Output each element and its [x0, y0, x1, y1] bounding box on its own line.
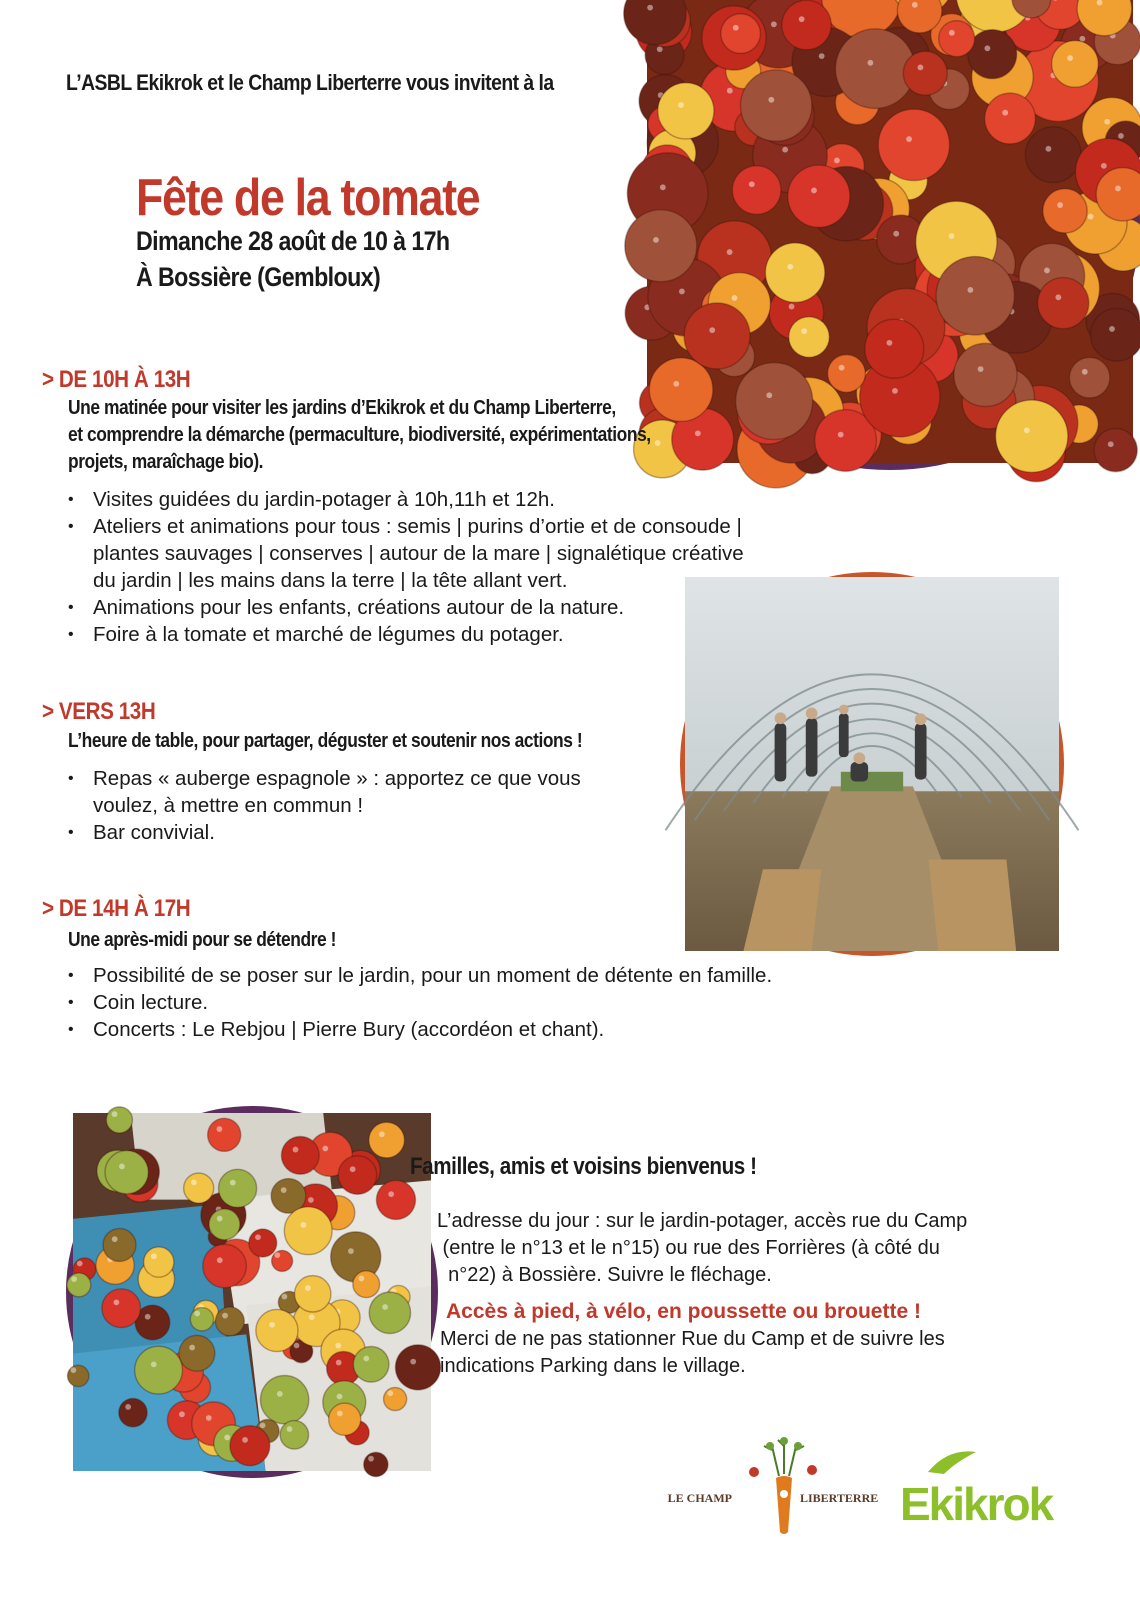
welcome-heading: Familles, amis et voisins bienvenus !: [410, 1153, 757, 1180]
tomato-shape: [985, 93, 1036, 144]
tomato-highlight: [1104, 119, 1110, 125]
section-morning-list: [68, 486, 744, 648]
tomato-shape: [369, 1292, 410, 1333]
tomato-highlight: [77, 1261, 83, 1267]
tomato-highlight: [1101, 163, 1107, 169]
section-morning-heading: > DE 10H À 13H: [42, 366, 191, 393]
tomato-highlight: [206, 1415, 212, 1421]
tomato-shape: [625, 210, 697, 282]
tomato-highlight: [978, 366, 984, 372]
lead-line: L’heure de table, pour partager, déguster et soutenir nos actions !: [68, 730, 583, 752]
tomato-highlight: [112, 1236, 118, 1242]
tomato-shape: [782, 0, 831, 49]
tomato-highlight: [114, 1300, 120, 1306]
tomato-shape: [203, 1244, 246, 1287]
tomato-highlight: [679, 289, 685, 295]
tomato-highlight: [379, 1131, 385, 1137]
tomato-highlight: [839, 365, 845, 371]
tomato-shape: [878, 109, 949, 180]
tomato-highlight: [322, 1146, 328, 1152]
tomato-highlight: [1055, 294, 1061, 300]
lead-line: Une matinée pour visiter les jardins d’Ekikrok et du Champ Liberterre,: [68, 397, 616, 419]
champ-logo-left-text: LE CHAMP: [667, 1491, 732, 1505]
tomato-highlight: [224, 1435, 230, 1441]
tomato-highlight: [308, 1197, 314, 1203]
tomato-highlight: [348, 1248, 354, 1254]
tomato-highlight: [749, 181, 755, 187]
tomato-shape: [353, 1271, 380, 1298]
tomato-highlight: [71, 1276, 77, 1282]
tomato-highlight: [151, 1253, 157, 1259]
tomato-shape: [903, 51, 947, 95]
tomato-shape: [329, 1403, 361, 1435]
tomato-highlight: [660, 184, 666, 190]
list-item-line: • Repas « auberge espagnole » : apportez ce que vous: [93, 767, 581, 790]
section-afternoon-lead: [68, 927, 336, 954]
tomato-highlight: [294, 1343, 300, 1349]
tomato-highlight: [260, 1422, 266, 1428]
list-item-line: • Concerts : Le Rebjou | Pierre Bury (accordéon et chant).: [93, 1018, 605, 1041]
tomato-shape: [765, 243, 824, 302]
tomato-shape: [649, 358, 713, 422]
tomato-highlight: [1088, 214, 1094, 220]
tomato-highlight: [274, 1252, 280, 1258]
tomato-highlight: [967, 287, 973, 293]
tomato-highlight: [1118, 133, 1124, 139]
tomato-shape: [939, 21, 975, 57]
champ-liberterre-logo: [667, 1436, 884, 1536]
parking-line: Merci de ne pas stationner Rue du Camp et de suivre les: [440, 1328, 945, 1350]
tomato-highlight: [335, 1343, 341, 1349]
tomato-highlight: [112, 1111, 118, 1117]
tomato-highlight: [949, 233, 955, 239]
tomato-highlight: [984, 45, 990, 51]
tomato-shape: [219, 1169, 257, 1207]
tomato-highlight: [1044, 268, 1050, 274]
section-noon-lead: [68, 728, 582, 755]
tomato-highlight: [281, 1187, 287, 1193]
lead-line: Une après-midi pour se détendre !: [68, 929, 336, 951]
tomato-shape: [996, 400, 1068, 472]
address-line: n°22) à Bossière. Suivre le fléchage.: [437, 1264, 772, 1286]
tomato-highlight: [191, 1179, 197, 1185]
tomato-highlight: [918, 64, 924, 70]
tomato-highlight: [912, 2, 918, 8]
list-item: [68, 594, 744, 621]
tomato-shape: [369, 1122, 405, 1158]
tomato-highlight: [709, 327, 715, 333]
list-item-line: • Visites guidées du jardin-potager à 10h,11h et 12h.: [93, 488, 555, 511]
tomato-highlight: [222, 1313, 228, 1319]
intro-line: L’ASBL Ekikrok et le Champ Liberterre vous invitent à la: [66, 70, 554, 95]
tomato-highlight: [255, 1234, 261, 1240]
tomato-highlight: [194, 1311, 200, 1317]
list-item: [68, 1016, 772, 1043]
tomato-highlight: [410, 1359, 416, 1365]
list-item-line: du jardin | les mains dans la terre | la tête allant vert.: [93, 569, 568, 592]
tomato-shape: [105, 1151, 148, 1194]
tomato-highlight: [189, 1345, 195, 1351]
tomato-highlight: [70, 1367, 76, 1373]
list-item: [68, 621, 744, 648]
tomato-shape: [684, 303, 750, 369]
lead-line: projets, maraîchage bio).: [68, 451, 264, 473]
tomato-shape: [1038, 278, 1089, 329]
tomato-shape: [1043, 189, 1087, 233]
champ-logo-right-text: LIBERTERRE: [800, 1491, 879, 1505]
section-morning-lead: [68, 395, 651, 476]
tomato-highlight: [337, 1394, 343, 1400]
tomato-highlight: [336, 1360, 342, 1366]
tomato-shape: [68, 1365, 89, 1386]
tomato-highlight: [949, 30, 955, 36]
tomato-highlight: [801, 328, 807, 334]
list-item: [68, 486, 744, 513]
tomato-highlight: [678, 102, 684, 108]
tomato-shape: [106, 1107, 132, 1133]
tomato-highlight: [655, 440, 661, 446]
tomato-shape: [184, 1173, 214, 1203]
tomato-shape: [284, 1207, 332, 1255]
tomato-shape: [144, 1247, 174, 1277]
event-date: Dimanche 28 août de 10 à 17h: [136, 226, 450, 256]
tomato-highlight: [1067, 55, 1073, 61]
section-afternoon-heading: > DE 14H À 17H: [42, 895, 191, 922]
tomato-shape: [260, 1376, 308, 1424]
tomato-highlight: [834, 158, 840, 164]
tomato-shape: [736, 363, 813, 440]
tomato-shape: [230, 1426, 270, 1466]
list-item-line: • Possibilité de se poser sur le jardin, pour un moment de détente en famille.: [93, 964, 773, 987]
tomato-highlight: [1002, 110, 1008, 116]
tomato-highlight: [145, 1314, 151, 1320]
list-item: [68, 513, 744, 594]
tomato-highlight: [363, 1356, 369, 1362]
tomato-highlight: [1108, 441, 1114, 447]
list-item: [68, 962, 772, 989]
tomato-shape: [209, 1209, 240, 1240]
tomato-shape: [190, 1308, 213, 1331]
tomato-highlight: [1024, 427, 1030, 433]
tomato-shape: [281, 1136, 319, 1174]
tomato-highlight: [287, 1426, 293, 1432]
section-noon-heading: > VERS 13H: [42, 698, 156, 725]
tomato-highlight: [179, 1411, 185, 1417]
tomato-shape: [208, 1118, 241, 1151]
tomato-shape: [395, 1345, 440, 1390]
tomato-highlight: [787, 264, 793, 270]
tomato-highlight: [819, 53, 825, 59]
tomato-shape: [272, 1250, 293, 1271]
tomato-shape: [936, 257, 1014, 335]
tomato-highlight: [732, 295, 738, 301]
list-item-line: • Foire à la tomate et marché de légumes du potager.: [93, 623, 564, 646]
tomato-shape: [741, 70, 812, 141]
list-item-line: • Animations pour les enfants, créations autour de la nature.: [93, 596, 625, 619]
tomato-highlight: [799, 16, 805, 22]
ekikrok-logo: [898, 1444, 1053, 1530]
tomato-shape: [338, 1156, 376, 1194]
tomato-shape: [1094, 428, 1137, 471]
ekikrok-logo-text: Ekikrok: [900, 1478, 1053, 1530]
tomato-shape: [384, 1387, 407, 1410]
tomato-highlight: [892, 388, 898, 394]
tomato-highlight: [1109, 326, 1115, 332]
address-line: (entre le n°13 et le n°15) ou rue des Forrières (à côté du: [437, 1237, 940, 1259]
tomato-highlight: [733, 25, 739, 31]
tomato-highlight: [382, 1304, 388, 1310]
tomato-highlight: [269, 1322, 275, 1328]
tomato-shape: [1025, 127, 1081, 183]
tomato-highlight: [350, 1166, 356, 1172]
event-place: À Bossière (Gembloux): [136, 262, 381, 292]
tomato-shape: [789, 317, 830, 358]
tomato-shape: [135, 1346, 183, 1394]
parking-note: [440, 1326, 945, 1380]
tomato-shape: [954, 343, 1017, 406]
tomato-shape: [215, 1307, 244, 1336]
tomato-highlight: [301, 1222, 307, 1228]
tomato-shape: [103, 1228, 136, 1261]
tomato-highlight: [388, 1191, 394, 1197]
tomato-shape: [828, 355, 866, 393]
tomato-highlight: [368, 1456, 374, 1462]
tomato-highlight: [217, 1216, 223, 1222]
list-item-line: • Bar convivial.: [93, 821, 215, 844]
tomato-highlight: [811, 188, 817, 194]
tomato-highlight: [293, 1147, 299, 1153]
tomato-shape: [256, 1309, 298, 1351]
tomato-shape: [1091, 308, 1140, 361]
address-line: L’adresse du jour : sur le jardin-potager, accès rue du Camp: [437, 1210, 968, 1232]
tomato-shape: [1069, 357, 1109, 397]
tomato-highlight: [653, 237, 659, 243]
lead-line: et comprendre la démarche (permaculture, biodiversité, expérimentations,: [68, 424, 651, 446]
tomato-highlight: [217, 1257, 223, 1263]
tomato-shape: [732, 166, 781, 215]
tomato-highlight: [277, 1391, 283, 1397]
tomato-highlight: [230, 1180, 236, 1186]
tomato-highlight: [887, 340, 893, 346]
tomato-shape: [249, 1229, 277, 1257]
tomato-shape: [119, 1399, 147, 1427]
tomato-shape: [788, 165, 850, 227]
list-item: [68, 819, 581, 846]
tomato-highlight: [337, 1411, 343, 1417]
address-block: [437, 1208, 967, 1289]
tomato-crates-photo: [66, 1106, 438, 1478]
tomatoes-photo: [640, 0, 1140, 470]
section-noon-list: [68, 765, 581, 846]
tomato-highlight: [282, 1294, 288, 1300]
tomato-highlight: [673, 381, 679, 387]
tomato-shape: [865, 319, 924, 378]
tomato-shape: [721, 14, 761, 54]
tomato-highlight: [119, 1164, 125, 1170]
tomato-shape: [364, 1452, 388, 1476]
tomato-highlight: [1115, 185, 1121, 191]
tomato-shape: [295, 1276, 331, 1312]
tomato-highlight: [309, 1314, 315, 1320]
list-item-line: plantes sauvages | conserves | autour de la mare | signalétique créative: [93, 542, 744, 565]
tomato-highlight: [789, 304, 795, 310]
tomato-highlight: [647, 5, 653, 11]
tomato-highlight: [782, 147, 788, 153]
tomato-shape: [376, 1180, 415, 1219]
tomato-highlight: [151, 1361, 157, 1367]
tomato-shape: [280, 1421, 308, 1449]
tomato-highlight: [727, 88, 733, 94]
tomato-shape: [658, 83, 714, 139]
tomato-highlight: [242, 1437, 248, 1443]
tomato-highlight: [1057, 202, 1063, 208]
tomato-shape: [179, 1335, 215, 1371]
parking-line: indications Parking dans le village.: [440, 1355, 746, 1377]
tomato-highlight: [906, 136, 912, 142]
list-item: [68, 989, 772, 1016]
tomato-highlight: [359, 1276, 365, 1282]
event-title: Fête de la tomate: [136, 169, 480, 227]
list-item: [68, 765, 581, 819]
tomato-highlight: [727, 249, 733, 255]
tomato-highlight: [125, 1404, 131, 1410]
section-afternoon-list: [68, 962, 772, 1043]
tomato-highlight: [766, 392, 772, 398]
tomato-highlight: [893, 231, 899, 237]
tomato-highlight: [1046, 146, 1052, 152]
tomato-highlight: [867, 60, 873, 66]
tomato-shape: [67, 1273, 91, 1297]
tomato-highlight: [771, 21, 777, 27]
tomato-highlight: [216, 1126, 222, 1132]
list-item-line: • Ateliers et animations pour tous : semis | purins d’ortie et de consoude |: [93, 515, 742, 538]
tomato-highlight: [695, 430, 701, 436]
tomato-shape: [102, 1289, 141, 1328]
tomato-shape: [1052, 41, 1099, 88]
tomato-highlight: [387, 1390, 393, 1396]
tomato-highlight: [305, 1285, 311, 1291]
tomato-highlight: [1082, 369, 1088, 375]
tomato-shape: [353, 1346, 389, 1382]
list-item-line: voulez, à mettre en commun !: [93, 794, 364, 817]
access-note: Accès à pied, à vélo, en poussette ou brouette !: [446, 1300, 921, 1323]
list-item-line: • Coin lecture.: [93, 991, 209, 1014]
tomato-highlight: [768, 97, 774, 103]
tomato-highlight: [838, 432, 844, 438]
